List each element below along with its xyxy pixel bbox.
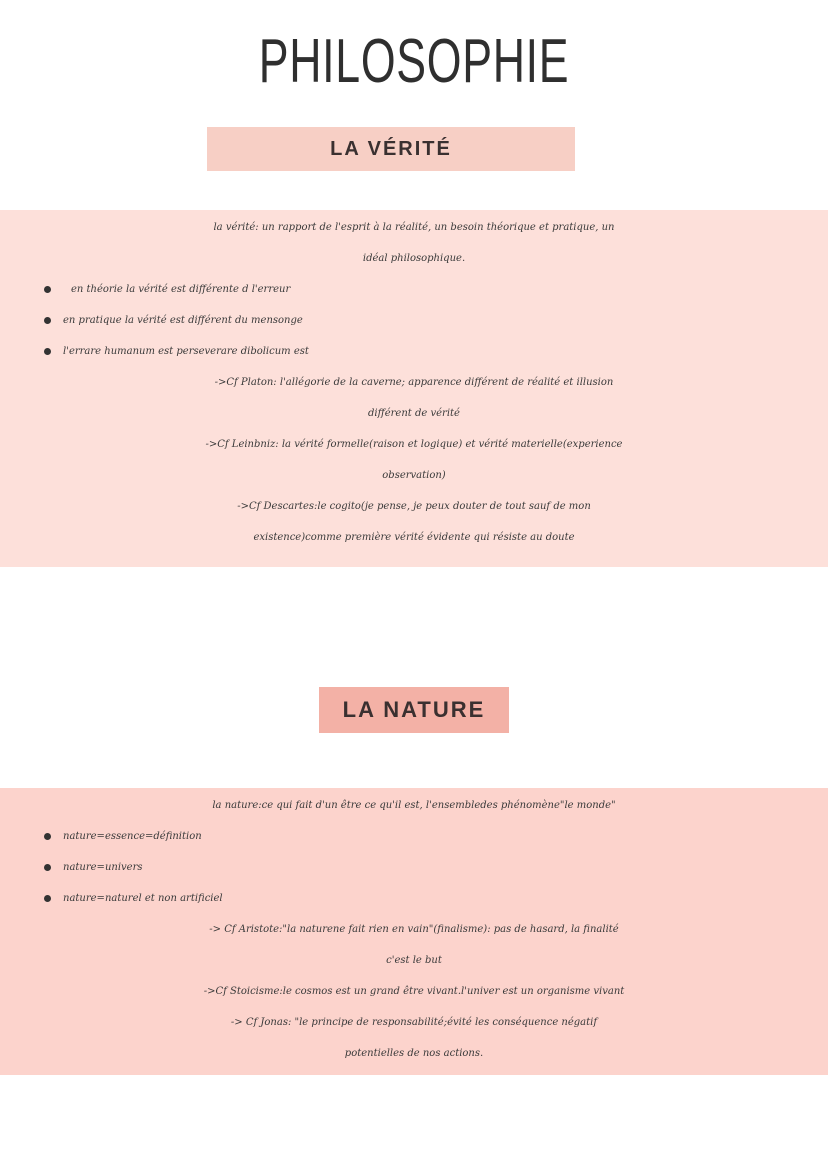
list-item-text: en théorie la vérité est différente d l'erreur (71, 284, 291, 295)
list-item (0, 821, 828, 852)
reference-line: -> Cf Jonas: "le principe de responsabilité;évité les conséquence négatif (230, 1017, 598, 1028)
reference-line: potentielles de nos actions. (344, 1048, 484, 1059)
bullet-icon (44, 864, 51, 871)
reference-line: ->Cf Stoicisme:le cosmos est un grand être vivant.l'univer est un organisme vivant (203, 986, 625, 997)
list-item-text: l'errare humanum est perseverare dibolicum est (63, 346, 309, 357)
reference-line: ->Cf Platon: l'allégorie de la caverne; apparence différent de réalité et illusion (214, 377, 614, 388)
list-item-text: en pratique la vérité est différent du mensonge (63, 315, 303, 326)
list-item (0, 305, 828, 336)
list-item-text: nature=univers (63, 862, 143, 873)
reference-line: observation) (382, 470, 446, 481)
reference-line: ->Cf Leinbniz: la vérité formelle(raison et logique) et vérité materielle(experience (205, 439, 623, 450)
nature-intro-line: la nature:ce qui fait d'un être ce qu'il est, l'ensembledes phénomène"le monde" (212, 800, 616, 811)
list-item (0, 852, 828, 883)
list-item-text: nature=naturel et non artificiel (63, 893, 223, 904)
page-title: PHILOSOPHIE (258, 27, 570, 96)
list-item (0, 883, 828, 914)
reference-line: -> Cf Aristote:"la naturene fait rien en vain"(finalisme): pas de hasard, la finalité (209, 924, 619, 935)
reference-line: différent de vérité (368, 408, 460, 419)
list-item (0, 274, 828, 305)
nature-block (0, 788, 828, 1075)
section-label-verite: LA VÉRITÉ (207, 127, 575, 171)
verite-intro-line-2: idéal philosophique. (362, 253, 466, 264)
reference-line: existence)comme première vérité évidente qui résiste au doute (253, 532, 575, 543)
reference-line: ->Cf Descartes:le cogito(je pense, je peux douter de tout sauf de mon (237, 501, 591, 512)
list-item (0, 336, 828, 367)
bullet-icon (44, 286, 51, 293)
bullet-icon (44, 348, 51, 355)
section-label-nature: LA NATURE (319, 687, 509, 733)
bullet-icon (44, 895, 51, 902)
bullet-icon (44, 317, 51, 324)
verite-block (0, 210, 828, 567)
list-item-text: nature=essence=définition (63, 831, 202, 842)
reference-line: c'est le but (386, 955, 442, 966)
verite-intro-line-1: la vérité: un rapport de l'esprit à la réalité, un besoin théorique et pratique, un (213, 222, 615, 233)
bullet-icon (44, 833, 51, 840)
